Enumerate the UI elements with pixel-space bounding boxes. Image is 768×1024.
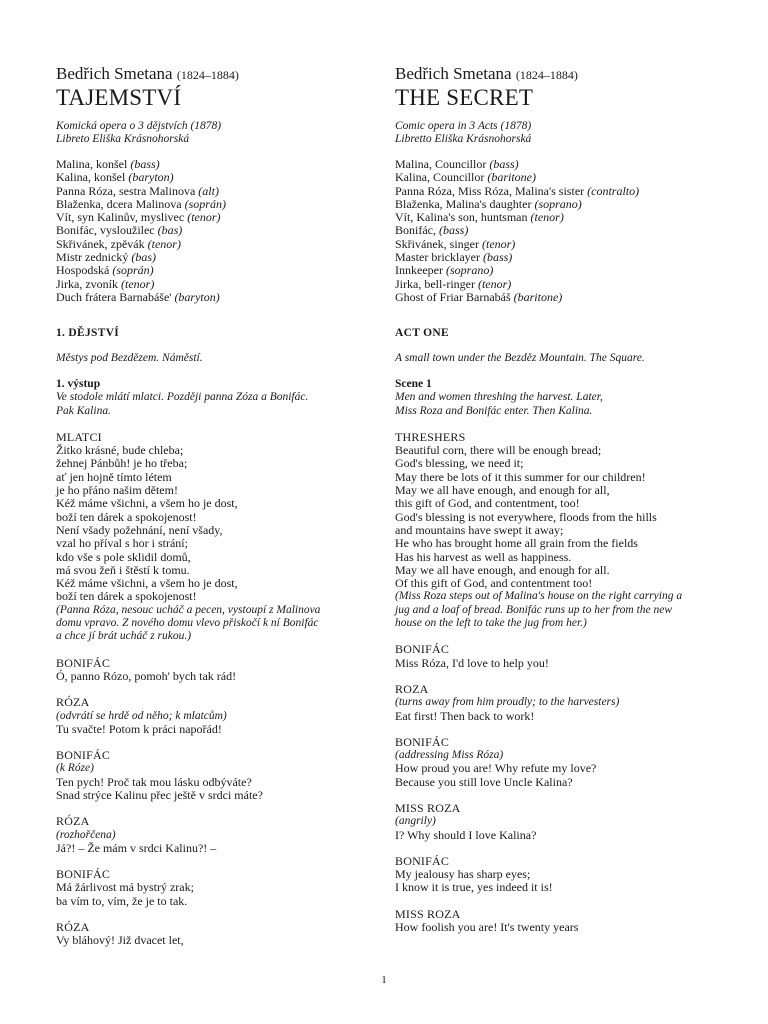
cast-item	[56, 198, 386, 211]
cast-item	[56, 171, 386, 184]
character-name: BONIFÁC	[395, 853, 450, 868]
dialogue-block	[56, 921, 386, 948]
cast-role: Skřivánek, zpěvák	[56, 236, 148, 251]
composer-heading	[395, 64, 725, 85]
character-name: BONIFÁC	[56, 867, 111, 882]
cast-role: Jirka, bell-ringer	[395, 276, 478, 291]
character-name: ROZA	[395, 681, 429, 696]
stage-direction-line: (odvrátí se hrdě od něho; k mlatcům)	[56, 709, 227, 722]
cast-item	[395, 211, 725, 224]
composer-heading	[56, 64, 386, 85]
cast-role: Mistr zednický	[56, 250, 132, 265]
lyric-line: May there be lots of it this summer for our children!	[395, 469, 646, 484]
cast-voice: (baritone)	[487, 170, 536, 185]
cast-voice: (soprano)	[534, 196, 582, 211]
cast-voice: (tenor)	[121, 276, 155, 291]
composer-name: Bedřich Smetana	[395, 64, 512, 83]
opera-title: TAJEMSTVÍ	[56, 85, 182, 110]
cast-voice: (bass)	[439, 223, 469, 238]
lyric-line: Není všady požehnání, není všady,	[56, 522, 223, 537]
cast-item	[395, 171, 725, 184]
cast-voice: (tenor)	[477, 276, 512, 291]
stage-direction-line: Ve stodole mlátí mlatci. Později panna Zóza a Bonifác.	[56, 391, 309, 404]
cast-item	[56, 185, 386, 198]
dialogue-block	[395, 855, 725, 895]
lyric-line: Kéž máme všichni, a všem ho je dost,	[56, 576, 238, 591]
composer-name: Bedřich Smetana	[56, 64, 173, 83]
stage-direction-line: (k Róze)	[56, 762, 94, 775]
cast-item	[395, 158, 725, 171]
opera-subtitle	[56, 120, 386, 146]
cast-role: Duch frátera Barnabáše'	[56, 289, 175, 304]
stage-direction-line: (rozhořčena)	[56, 828, 116, 841]
dialogue-block	[395, 683, 725, 723]
cast-item	[56, 291, 386, 304]
opera-genre: Komická opera o 3 dějstvích (1878)	[56, 120, 222, 132]
cast-item	[56, 264, 386, 277]
lyric-line: Tu svačte! Potom k práci napořád!	[56, 721, 222, 736]
lyric-line: Ó, panno Rózo, pomoh' bych tak rád!	[56, 668, 237, 683]
lyric-line: vzal ho příval s hor i strání;	[56, 536, 188, 551]
dialogue-block	[56, 749, 386, 802]
stage-direction-line: Pak Kalina.	[56, 404, 111, 417]
cast-voice: (tenor)	[481, 236, 516, 251]
cast-item	[395, 198, 725, 211]
czech-column	[56, 64, 386, 948]
lyric-line: Has his harvest as well as happiness.	[395, 549, 572, 564]
cast-role: Innkeeper	[395, 263, 446, 278]
stage-direction-line: Miss Roza and Bonifác enter. Then Kalina.	[395, 404, 593, 417]
cast-voice: (alt)	[198, 183, 219, 198]
opera-title: THE SECRET	[395, 85, 534, 110]
cast-voice: (tenor)	[187, 210, 221, 225]
character-name: BONIFÁC	[395, 642, 450, 657]
cast-item	[395, 278, 725, 291]
scene-heading: 1. výstup	[56, 378, 101, 391]
cast-voice: (soprán)	[184, 196, 226, 211]
lyric-line: Vy bláhový! Již dvacet let,	[56, 933, 184, 948]
cast-role: Bonifác,	[395, 223, 439, 238]
lyric-line: this gift of God, and contentment, too!	[395, 496, 580, 511]
stage-direction-line: Men and women threshing the harvest. Later,	[395, 391, 603, 404]
cast-role: Skřivánek, singer	[395, 236, 482, 251]
character-name: BONIFÁC	[395, 734, 450, 749]
lyric-line: Kéž máme všichni, a všem ho je dost,	[56, 496, 238, 511]
cast-voice: (baritone)	[513, 289, 563, 304]
cast-item	[395, 224, 725, 237]
cast-item	[56, 278, 386, 291]
lyric-line: Miss Róza, I'd love to help you!	[395, 655, 549, 670]
lyric-line: je ho přáno našim dětem!	[56, 483, 178, 498]
cast-role: Bonifác, vysloužilec	[56, 223, 158, 238]
character-name: MLATCI	[56, 429, 102, 444]
lyric-line: boží ten dárek a spokojenost!	[56, 589, 197, 604]
scene-direction	[395, 391, 725, 418]
stage-direction-line: (angrily)	[395, 815, 436, 828]
composer-dates: (1824–1884)	[515, 68, 578, 82]
lyric-line: Já?! – Že mám v srdci Kalinu?! –	[56, 840, 217, 855]
character-name: RÓZA	[56, 920, 90, 935]
cast-item	[56, 251, 386, 264]
lyric-line: May we all have enough, and enough for all,	[395, 483, 610, 498]
dialogue-block	[395, 802, 725, 842]
character-name: RÓZA	[56, 814, 90, 829]
stage-direction-line: (turns away from him proudly; to the harvesters)	[395, 696, 620, 709]
cast-role: Ghost of Friar Barnabáš	[395, 289, 514, 304]
act-heading: 1. DĚJSTVÍ	[56, 327, 120, 340]
lyric-line: and mountains have swept it away;	[395, 522, 564, 537]
cast-voice: (contralto)	[587, 183, 640, 198]
lyric-line: God's blessing, we need it;	[395, 456, 524, 471]
lyric-line: Snad strýce Kalinu přec ještě v srdci máte?	[56, 787, 263, 802]
page-number: 1	[381, 974, 387, 986]
dialogue-block	[56, 868, 386, 908]
lyric-line: ba vím to, vím, že je to tak.	[56, 893, 188, 908]
stage-direction-line: (Miss Roza steps out of Malina's house on the right carrying a	[395, 590, 683, 603]
cast-role: Panna Róza, sestra Malinova	[56, 183, 199, 198]
lyric-line: Beautiful corn, there will be enough bread;	[395, 443, 602, 458]
cast-item	[56, 224, 386, 237]
stage-direction-line: a chce jí brát ucháč z rukou.)	[56, 630, 192, 643]
cast-voice: (baryton)	[174, 289, 220, 304]
cast-voice: (baryton)	[128, 170, 174, 185]
cast-role: Malina, Councillor	[395, 157, 490, 171]
cast-voice: (bas)	[157, 223, 183, 238]
cast-voice: (bass)	[482, 250, 513, 265]
lyric-line: Of this gift of God, and contentment too!	[395, 576, 593, 591]
stage-direction-line: domu vpravo. Z nového domu vlevo přiskočí k ní Bonifác	[56, 617, 319, 630]
cast-voice: (soprán)	[112, 263, 154, 278]
opera-subtitle	[395, 120, 725, 146]
dialogue-block	[56, 815, 386, 855]
scene-heading: Scene 1	[395, 378, 432, 391]
lyric-line: May we all have enough, and enough for all.	[395, 562, 610, 577]
threshers-chorus	[56, 431, 386, 644]
cast-list	[395, 158, 725, 304]
cast-role: Blaženka, dcera Malinova	[56, 196, 185, 211]
librettist: Libreto Eliška Krásnohorská	[56, 133, 190, 145]
cast-voice: (soprano)	[445, 263, 494, 278]
cast-role: Jirka, zvoník	[56, 276, 121, 291]
character-name: RÓZA	[56, 695, 90, 710]
scene-direction	[56, 391, 386, 418]
cast-item	[395, 185, 725, 198]
cast-role: Master bricklayer	[395, 250, 483, 265]
lyric-line: He who has brought home all grain from the fields	[395, 536, 638, 551]
lyric-line: God's blessing is not everywhere, floods from the hills	[395, 509, 657, 524]
cast-item	[395, 264, 725, 277]
cast-role: Kalina, Councillor	[395, 170, 488, 185]
stage-direction-line: (Panna Róza, nesouc ucháč a pecen, vystoupí z Malinova	[56, 603, 321, 616]
lyric-line: How foolish you are! It's twenty years	[395, 920, 579, 935]
lyric-line: Because you still love Uncle Kalina?	[395, 774, 573, 789]
stage-direction-line: (addressing Miss Róza)	[395, 749, 504, 762]
cast-voice: (bass)	[130, 157, 160, 171]
lyric-line: My jealousy has sharp eyes;	[395, 867, 531, 882]
lyric-line: Ten pych! Proč tak mou lásku odbýváte?	[56, 774, 252, 789]
character-name: THRESHERS	[395, 429, 466, 444]
cast-item	[395, 251, 725, 264]
cast-role: Vít, Kalina's son, huntsman	[395, 210, 531, 225]
lyric-line: Eat first! Then back to work!	[395, 708, 535, 723]
cast-item	[395, 238, 725, 251]
cast-voice: (tenor)	[530, 210, 564, 225]
cast-role: Kalina, konšel	[56, 170, 129, 185]
opera-genre: Comic opera in 3 Acts (1878)	[395, 120, 532, 132]
cast-item	[56, 238, 386, 251]
cast-role: Panna Róza, Miss Róza, Malina's sister	[395, 183, 588, 198]
dialogue-block	[56, 696, 386, 736]
cast-item	[395, 291, 725, 304]
cast-list	[56, 158, 386, 304]
cast-role: Vít, syn Kalinův, myslivec	[56, 210, 188, 225]
lyric-line: I? Why should I love Kalina?	[395, 827, 537, 842]
cast-role: Hospodská	[56, 263, 113, 278]
lyric-line: Má žárlivost má bystrý zrak;	[56, 880, 194, 895]
lyric-line: má svou žeň i štěstí k tomu.	[56, 562, 190, 577]
lyric-line: I know it is true, yes indeed it is!	[395, 880, 553, 895]
cast-voice: (tenor)	[147, 236, 181, 251]
english-column	[395, 64, 725, 934]
dialogue-block	[395, 736, 725, 789]
scene-setting: Městys pod Bezdězem. Náměstí.	[56, 352, 203, 365]
threshers-chorus	[395, 431, 725, 630]
cast-role: Blaženka, Malina's daughter	[395, 196, 535, 211]
lyric-line: Žitko krásné, bude chleba;	[56, 443, 184, 458]
cast-item	[56, 211, 386, 224]
stage-direction-line: house on the left to take the jug from her.)	[395, 617, 587, 630]
cast-voice: (bass)	[489, 157, 519, 171]
lyric-line: žehnej Pánbůh! je ho třeba;	[56, 456, 188, 471]
cast-role: Malina, konšel	[56, 157, 131, 171]
lyric-line: How proud you are! Why refute my love?	[395, 761, 597, 776]
character-name: MISS ROZA	[395, 800, 461, 815]
composer-dates: (1824–1884)	[176, 68, 239, 82]
lyric-line: ať jen hojně tímto létem	[56, 469, 172, 484]
dialogue-block	[56, 657, 386, 684]
character-name: MISS ROZA	[395, 906, 461, 921]
cast-item	[56, 158, 386, 171]
librettist: Libretto Eliška Krásnohorská	[395, 133, 532, 145]
dialogue-block	[395, 643, 725, 670]
lyric-line: boží ten dárek a spokojenost!	[56, 509, 197, 524]
stage-direction-line: jug and a loaf of bread. Bonifác runs up to her from the new	[395, 603, 673, 616]
character-name: BONIFÁC	[56, 748, 111, 763]
dialogue-block	[395, 908, 725, 935]
lyric-line: kdo vše s pole sklidil domů,	[56, 549, 191, 564]
cast-voice: (bas)	[131, 250, 156, 265]
character-name: BONIFÁC	[56, 655, 111, 670]
act-heading: ACT ONE	[395, 327, 449, 340]
scene-setting: A small town under the Bezděz Mountain. The Square.	[395, 352, 645, 365]
